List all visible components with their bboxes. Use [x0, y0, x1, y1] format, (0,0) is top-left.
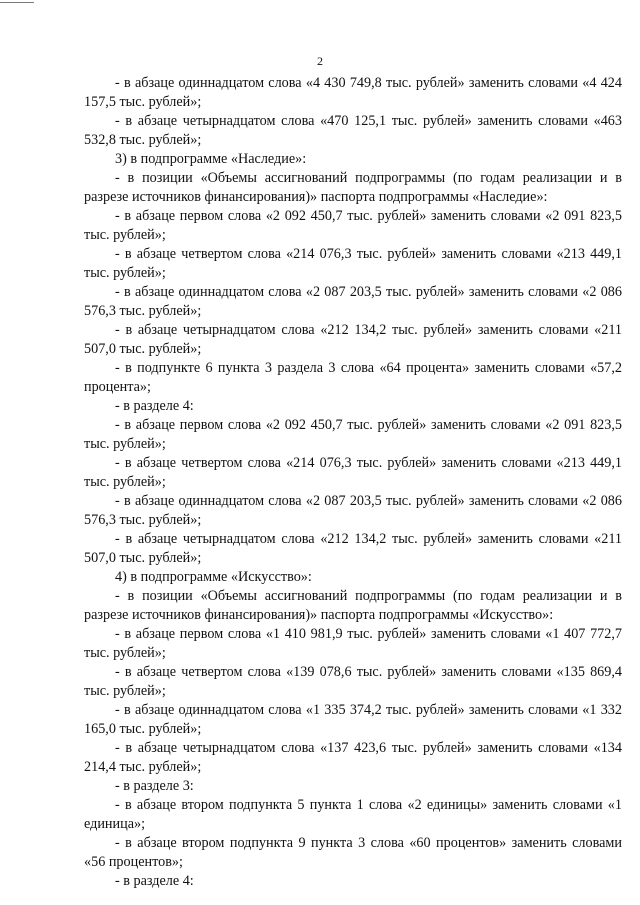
section-heading: 4) в подпрограмме «Искусство»: [115, 569, 312, 585]
paragraph: - в абзаце первом слова «2 092 450,7 тыс. рублей» заменить словами «2 091 823,5 тыс. рублей»; [84, 208, 622, 243]
paragraph: - в абзаце первом слова «1 410 981,9 тыс. рублей» заменить словами «1 407 772,7 тыс. рублей»; [84, 626, 622, 661]
paragraph: - в абзаце одиннадцатом слова «4 430 749,8 тыс. рублей» заменить словами «4 424 157,5 тыс. рублей»; [84, 75, 622, 110]
paragraph: - в позиции «Объемы ассигнований подпрограммы (по годам реализации и в разрезе источников финансирования)» паспорта подпрограммы «Искусство»: [84, 588, 622, 623]
paragraph: - в позиции «Объемы ассигнований подпрограммы (по годам реализации и в разрезе источников финансирования)» паспорта подпрограммы «Наследие»: [84, 170, 622, 205]
paragraph: - в разделе 4: [115, 398, 194, 414]
paragraph: - в абзаце одиннадцатом слова «2 087 203,5 тыс. рублей» заменить словами «2 086 576,3 тыс. рублей»; [84, 493, 622, 528]
paragraph: - в абзаце четвертом слова «214 076,3 тыс. рублей» заменить словами «213 449,1 тыс. рублей»; [84, 455, 622, 490]
paragraph: - в абзаце четырнадцатом слова «137 423,6 тыс. рублей» заменить словами «134 214,4 тыс. рублей»; [84, 740, 622, 775]
section-heading: 3) в подпрограмме «Наследие»: [115, 151, 307, 167]
document-body [84, 74, 622, 891]
page-number: 2 [317, 54, 323, 68]
paragraph: - в разделе 4: [115, 873, 194, 889]
paragraph: - в абзаце первом слова «2 092 450,7 тыс. рублей» заменить словами «2 091 823,5 тыс. рублей»; [84, 417, 622, 452]
paragraph: - в абзаце втором подпункта 5 пункта 1 слова «2 единицы» заменить словами «1 единица»; [84, 797, 622, 832]
paragraph: - в абзаце одиннадцатом слова «2 087 203,5 тыс. рублей» заменить словами «2 086 576,3 тыс. рублей»; [84, 284, 622, 319]
paragraph: - в абзаце четвертом слова «139 078,6 тыс. рублей» заменить словами «135 869,4 тыс. рублей»; [84, 664, 622, 699]
paragraph: - в абзаце четвертом слова «214 076,3 тыс. рублей» заменить словами «213 449,1 тыс. рублей»; [84, 246, 622, 281]
paragraph: - в подпункте 6 пункта 3 раздела 3 слова «64 процента» заменить словами «57,2 процента»; [84, 360, 622, 395]
corner-scan-mark [0, 2, 34, 3]
paragraph: - в абзаце четырнадцатом слова «212 134,2 тыс. рублей» заменить словами «211 507,0 тыс. рублей»; [84, 531, 622, 566]
paragraph: - в разделе 3: [115, 778, 194, 794]
paragraph: - в абзаце четырнадцатом слова «470 125,1 тыс. рублей» заменить словами «463 532,8 тыс. рублей»; [84, 113, 622, 148]
paragraph: - в абзаце одиннадцатом слова «1 335 374,2 тыс. рублей» заменить словами «1 332 165,0 тыс. рублей»; [84, 702, 622, 737]
paragraph: - в абзаце четырнадцатом слова «212 134,2 тыс. рублей» заменить словами «211 507,0 тыс. рублей»; [84, 322, 622, 357]
paragraph: - в абзаце втором подпункта 9 пункта 3 слова «60 процентов» заменить словами «56 процентов»; [84, 835, 622, 870]
